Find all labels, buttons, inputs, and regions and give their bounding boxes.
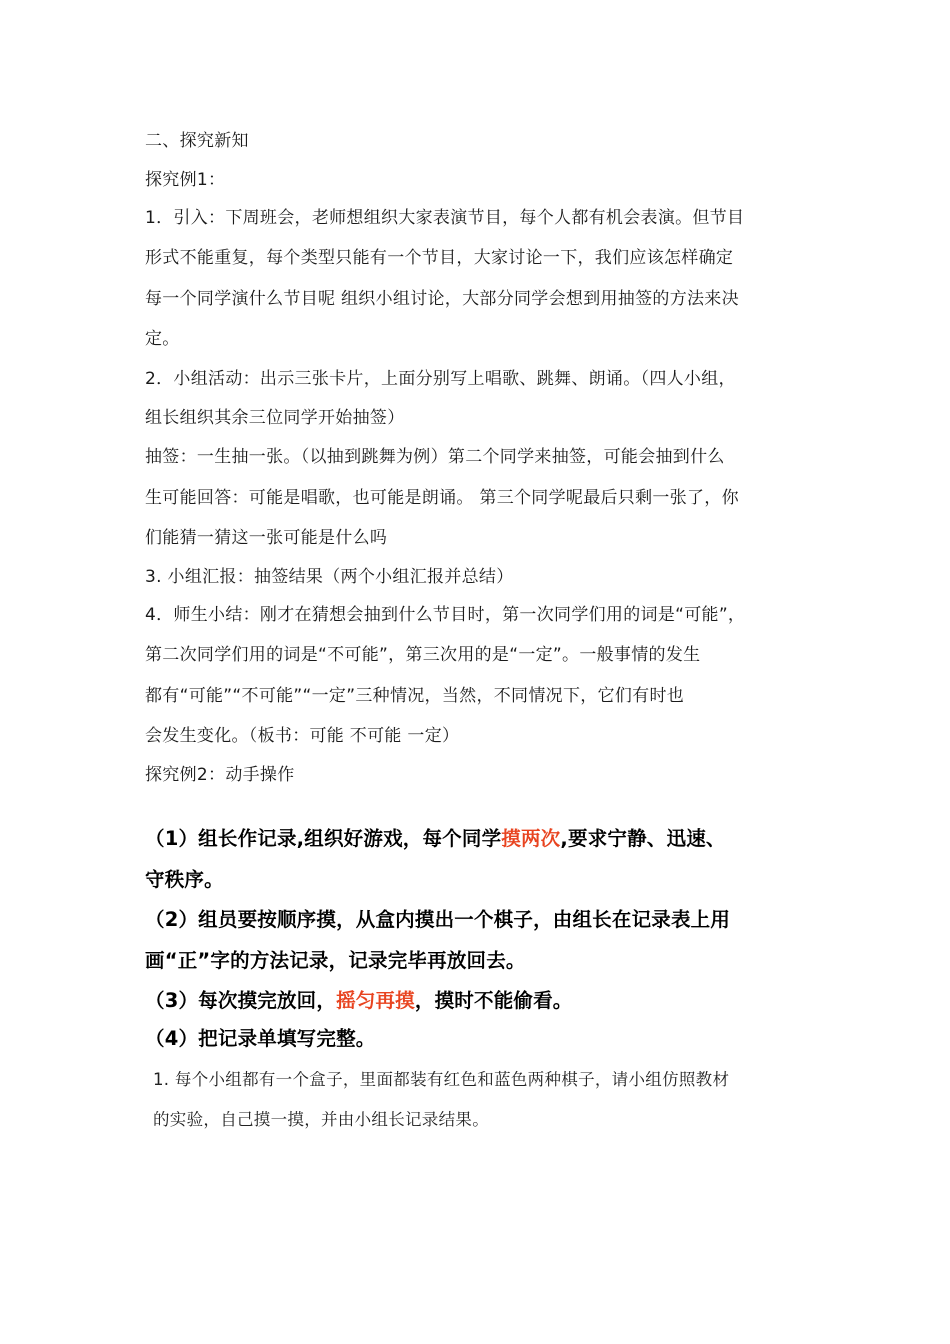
rule-1-text-b: ,要求宁静、迅速、 bbox=[560, 827, 726, 850]
rule-2-line-2: 画“正”字的方法记录，记录完毕再放回去。 bbox=[145, 949, 526, 972]
draw-line-3: 们能猜一猜这一张可能是什么吗 bbox=[145, 528, 388, 548]
summary-line-1: 4．师生小结：刚才在猜想会抽到什么节目时，第一次同学们用的词是“可能”， bbox=[145, 605, 746, 625]
rule-1-line-1 bbox=[145, 823, 726, 851]
rule-2-line-1: （2）组员要按顺序摸，从盒内摸出一个棋子，由组长在记录表上用 bbox=[145, 908, 731, 931]
intro-line-4: 定。 bbox=[145, 329, 180, 349]
intro-line-1: 1．引入：下周班会，老师想组织大家表演节目，每个人都有机会表演。但节目 bbox=[145, 208, 745, 228]
rule-3-text-a: （3）每次摸完放回， bbox=[145, 989, 337, 1012]
intro-line-3: 每一个同学演什么节目呢 组织小组讨论，大部分同学会想到用抽签的方法来决 bbox=[145, 289, 739, 309]
activity-line-1: 2．小组活动：出示三张卡片，上面分别写上唱歌、跳舞、朗诵。（四人小组， bbox=[145, 369, 736, 389]
rule-1-emphasis: 摸两次 bbox=[501, 827, 561, 850]
rule-3 bbox=[145, 985, 573, 1013]
rule-3-emphasis: 摇匀再摸 bbox=[336, 989, 415, 1012]
rule-1-text-a: （1）组长作记录,组织好游戏，每个同学 bbox=[145, 827, 502, 850]
section-heading: 二、探究新知 bbox=[145, 131, 249, 151]
report-line: 3. 小组汇报：抽签结果（两个小组汇报并总结） bbox=[145, 567, 514, 587]
draw-line-1: 抽签：一生抽一张。（以抽到跳舞为例）第二个同学来抽签，可能会抽到什么 bbox=[145, 447, 725, 467]
summary-line-3: 都有“可能”“不可能”“一定”三种情况，当然，不同情况下，它们有时也 bbox=[145, 686, 685, 706]
summary-line-2: 第二次同学们用的词是“不可能”，第三次用的是“一定”。一般事情的发生 bbox=[145, 645, 701, 665]
rule-4: （4）把记录单填写完整。 bbox=[145, 1027, 376, 1050]
intro-line-2: 形式不能重复，每个类型只能有一个节目，大家讨论一下，我们应该怎样确定 bbox=[145, 248, 734, 268]
task-line-1: 1. 每个小组都有一个盒子，里面都装有红色和蓝色两种棋子，请小组仿照教材 bbox=[153, 1070, 730, 1089]
example1-label: 探究例1： bbox=[145, 170, 226, 190]
rule-1-line-2: 守秩序。 bbox=[145, 868, 224, 891]
task-line-2: 的实验，自己摸一摸，并由小组长记录结果。 bbox=[153, 1110, 489, 1129]
draw-line-2: 生可能回答：可能是唱歌，也可能是朗诵。 第三个同学呢最后只剩一张了，你 bbox=[145, 488, 739, 508]
summary-line-4: 会发生变化。（板书：可能 不可能 一定） bbox=[145, 726, 460, 746]
rule-3-text-b: ，摸时不能偷看。 bbox=[414, 989, 573, 1012]
example2-label: 探究例2：动手操作 bbox=[145, 765, 295, 785]
activity-line-2: 组长组织其余三位同学开始抽签） bbox=[145, 408, 405, 428]
